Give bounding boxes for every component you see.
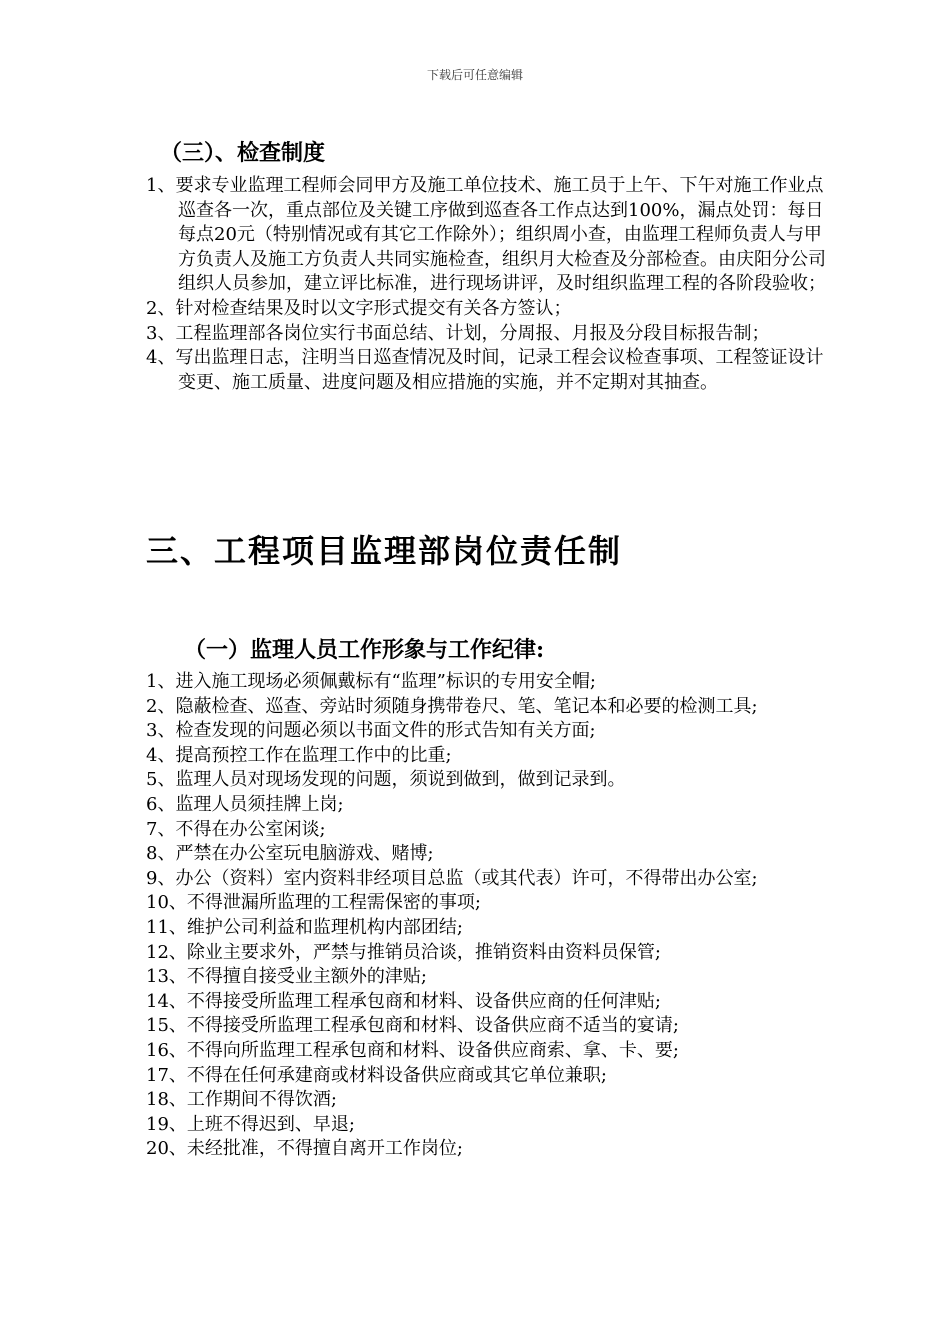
list-item: 20、未经批准，不得擅自离开工作岗位; bbox=[146, 1138, 463, 1160]
list-item: 1、要求专业监理工程师会同甲方及施工单位技术、施工员于上午、下午对施工作业点巡查各一次，重点部位及关键工序做到巡查各工作点达到100%，漏点处罚：每日每点20元（特别情况或有其它工作除外）；组织周小查，由监理工程师负责人与甲方负责人及施工方负责人共同实施检查，组织月大检查及分部检查。由庆阳分公司组织人员参加，建立评比标准，进行现场讲评，及时组织监理工程的各阶段验收； bbox=[146, 175, 826, 295]
list-item: 7、不得在办公室闲谈; bbox=[146, 818, 326, 840]
list-item: 11、维护公司利益和监理机构内部团结; bbox=[146, 916, 463, 938]
list-item: 16、不得向所监理工程承包商和材料、设备供应商索、拿、卡、要; bbox=[146, 1039, 679, 1061]
discipline-list bbox=[146, 670, 826, 1162]
list-item: 6、监理人员须挂牌上岗; bbox=[146, 793, 344, 815]
inspection-list bbox=[146, 174, 826, 395]
list-item: 14、不得接受所监理工程承包商和材料、设备供应商的任何津贴; bbox=[146, 990, 661, 1012]
list-item: 13、不得擅自接受业主额外的津贴; bbox=[146, 966, 427, 988]
list-item: 4、提高预控工作在监理工作中的比重; bbox=[146, 744, 452, 766]
list-item: 3、检查发现的问题必须以书面文件的形式告知有关方面; bbox=[146, 720, 596, 742]
list-item: 19、上班不得迟到、早退; bbox=[146, 1113, 355, 1135]
chapter-title: 三、工程项目监理部岗位责任制 bbox=[146, 532, 623, 570]
list-item: 12、除业主要求外，严禁与推销员洽谈，推销资料由资料员保管; bbox=[146, 941, 661, 963]
list-item: 2、针对检查结果及时以文字形式提交有关各方签认； bbox=[146, 297, 572, 319]
list-item: 10、不得泄漏所监理的工程需保密的事项; bbox=[146, 892, 481, 914]
list-item: 17、不得在任何承建商或材料设备供应商或其它单位兼职; bbox=[146, 1064, 607, 1086]
list-item: 4、写出监理日志，注明当日巡查情况及时间，记录工程会议检查事项、工程签证设计变更、施工质量、进度问题及相应措施的实施，并不定期对其抽查。 bbox=[146, 347, 824, 393]
list-item: 3、工程监理部各岗位实行书面总结、计划，分周报、月报及分段目标报告制； bbox=[146, 322, 770, 344]
list-item: 18、工作期间不得饮酒; bbox=[146, 1089, 337, 1111]
list-item: 8、严禁在办公室玩电脑游戏、赌博; bbox=[146, 843, 434, 865]
section-title-inspection: （三）、检查制度 bbox=[160, 140, 326, 166]
page-header-note: 下载后可任意编辑 bbox=[426, 68, 523, 82]
list-item: 15、不得接受所监理工程承包商和材料、设备供应商不适当的宴请; bbox=[146, 1015, 679, 1037]
section-title-discipline: （一）监理人员工作形象与工作纪律: bbox=[184, 637, 545, 663]
list-item: 9、办公（资料）室内资料非经项目总监（或其代表）许可，不得带出办公室; bbox=[146, 867, 758, 889]
list-item: 5、监理人员对现场发现的问题，须说到做到，做到记录到。 bbox=[146, 769, 626, 791]
list-item: 1、进入施工现场必须佩戴标有“监理”标识的专用安全帽; bbox=[146, 671, 596, 692]
list-item: 2、隐蔽检查、巡查、旁站时须随身携带卷尺、笔、笔记本和必要的检测工具; bbox=[146, 695, 758, 717]
